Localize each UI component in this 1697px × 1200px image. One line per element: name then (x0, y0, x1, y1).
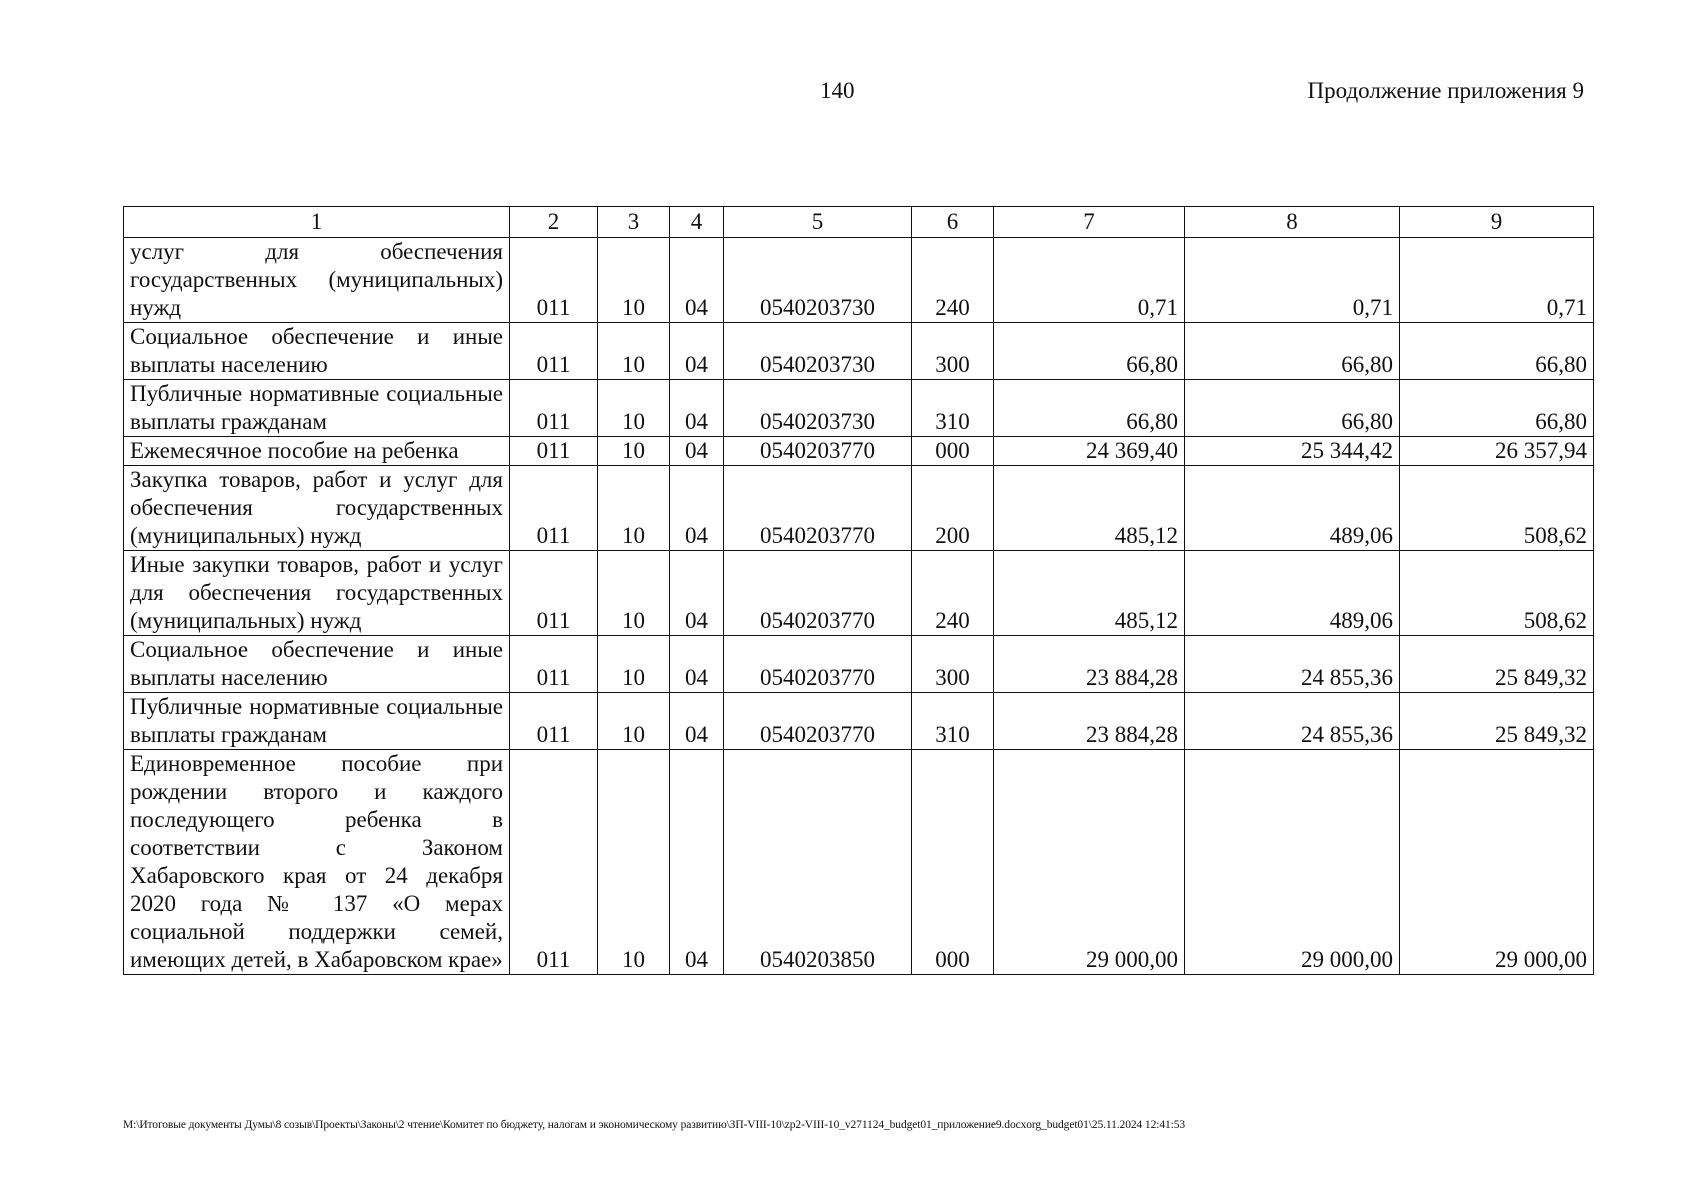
column-header: 6 (912, 207, 994, 238)
column-header: 8 (1185, 207, 1400, 238)
expense-type-code: 240 (912, 551, 994, 636)
expense-type-code: 310 (912, 380, 994, 437)
column-header: 4 (670, 207, 724, 238)
amount-col-8: 24 855,36 (1185, 636, 1400, 693)
amount-col-9: 508,62 (1400, 551, 1594, 636)
column-header: 5 (724, 207, 912, 238)
target-article-code: 0540203770 (724, 693, 912, 750)
section-code: 10 (598, 466, 670, 551)
amount-col-9: 26 357,94 (1400, 437, 1594, 466)
expense-type-code: 300 (912, 636, 994, 693)
ministry-code: 011 (510, 636, 598, 693)
ministry-code: 011 (510, 466, 598, 551)
subsection-code: 04 (670, 323, 724, 380)
section-code: 10 (598, 238, 670, 323)
table-row (124, 636, 1594, 693)
expense-type-code: 000 (912, 750, 994, 975)
amount-col-9: 508,62 (1400, 466, 1594, 551)
column-number-row (124, 207, 1594, 238)
page-number: 140 (820, 78, 855, 103)
amount-col-9: 25 849,32 (1400, 693, 1594, 750)
amount-col-9: 66,80 (1400, 380, 1594, 437)
amount-col-7: 66,80 (994, 380, 1185, 437)
row-name: услуг для обеспечения государственных (муниципальных) нужд (124, 238, 510, 323)
amount-col-7: 24 369,40 (994, 437, 1185, 466)
table-row (124, 551, 1594, 636)
expense-type-code: 000 (912, 437, 994, 466)
section-code: 10 (598, 693, 670, 750)
amount-col-7: 23 884,28 (994, 693, 1185, 750)
amount-col-9: 0,71 (1400, 238, 1594, 323)
amount-col-8: 66,80 (1185, 323, 1400, 380)
target-article-code: 0540203730 (724, 323, 912, 380)
column-header: 1 (124, 207, 510, 238)
section-code: 10 (598, 380, 670, 437)
ministry-code: 011 (510, 437, 598, 466)
target-article-code: 0540203770 (724, 437, 912, 466)
table-row (124, 380, 1594, 437)
row-name: Ежемесячное пособие на ребенка (124, 437, 510, 466)
subsection-code: 04 (670, 636, 724, 693)
file-path-footer: М:\Итоговые документы Думы\8 созыв\Проекты\Законы\2 чтение\Комитет по бюджету, налогам и экономическому развитию\ЗП-VIII-10\zp2-VIII-10_v271124_budget01_приложение9.docxorg_budget01\25.11.2024 12:41:53 (123, 1119, 1186, 1131)
amount-col-7: 485,12 (994, 551, 1185, 636)
budget-table (123, 206, 1594, 975)
row-name: Социальное обеспечение и иные выплаты населению (124, 323, 510, 380)
subsection-code: 04 (670, 238, 724, 323)
expense-type-code: 310 (912, 693, 994, 750)
amount-col-9: 25 849,32 (1400, 636, 1594, 693)
target-article-code: 0540203730 (724, 380, 912, 437)
expense-type-code: 300 (912, 323, 994, 380)
table-row (124, 750, 1594, 975)
amount-col-8: 489,06 (1185, 551, 1400, 636)
subsection-code: 04 (670, 750, 724, 975)
target-article-code: 0540203770 (724, 466, 912, 551)
subsection-code: 04 (670, 466, 724, 551)
amount-col-8: 66,80 (1185, 380, 1400, 437)
column-header: 7 (994, 207, 1185, 238)
column-header: 2 (510, 207, 598, 238)
table-row (124, 323, 1594, 380)
row-name: Социальное обеспечение и иные выплаты населению (124, 636, 510, 693)
section-code: 10 (598, 437, 670, 466)
row-name: Публичные нормативные социальные выплаты гражданам (124, 693, 510, 750)
subsection-code: 04 (670, 693, 724, 750)
amount-col-9: 66,80 (1400, 323, 1594, 380)
target-article-code: 0540203850 (724, 750, 912, 975)
expense-type-code: 200 (912, 466, 994, 551)
amount-col-7: 29 000,00 (994, 750, 1185, 975)
target-article-code: 0540203730 (724, 238, 912, 323)
ministry-code: 011 (510, 693, 598, 750)
amount-col-8: 24 855,36 (1185, 693, 1400, 750)
column-header: 3 (598, 207, 670, 238)
ministry-code: 011 (510, 238, 598, 323)
table-row (124, 238, 1594, 323)
row-name: Иные закупки товаров, работ и услуг для обеспечения государственных (муниципальных) нужд (124, 551, 510, 636)
expense-type-code: 240 (912, 238, 994, 323)
ministry-code: 011 (510, 551, 598, 636)
amount-col-7: 485,12 (994, 466, 1185, 551)
table-row (124, 437, 1594, 466)
ministry-code: 011 (510, 380, 598, 437)
row-name: Закупка товаров, работ и услуг для обеспечения государственных (муниципальных) нужд (124, 466, 510, 551)
ministry-code: 011 (510, 750, 598, 975)
section-code: 10 (598, 750, 670, 975)
table-row (124, 693, 1594, 750)
amount-col-8: 25 344,42 (1185, 437, 1400, 466)
target-article-code: 0540203770 (724, 636, 912, 693)
row-name: Единовременное пособие при рождении второго и каждого последующего ребенка в соответствии с Законом Хабаровского края от 24 декабря 2020 года № 137 «О мерах социальной поддержки семей, имеющих детей, в Хабаровском крае» (124, 750, 510, 975)
amount-col-8: 0,71 (1185, 238, 1400, 323)
row-name: Публичные нормативные социальные выплаты гражданам (124, 380, 510, 437)
amount-col-7: 66,80 (994, 323, 1185, 380)
subsection-code: 04 (670, 437, 724, 466)
amount-col-7: 0,71 (994, 238, 1185, 323)
subsection-code: 04 (670, 380, 724, 437)
table-row (124, 466, 1594, 551)
amount-col-9: 29 000,00 (1400, 750, 1594, 975)
amount-col-8: 489,06 (1185, 466, 1400, 551)
appendix-continuation-title: Продолжение приложения 9 (1307, 78, 1584, 103)
ministry-code: 011 (510, 323, 598, 380)
section-code: 10 (598, 323, 670, 380)
subsection-code: 04 (670, 551, 724, 636)
section-code: 10 (598, 636, 670, 693)
amount-col-8: 29 000,00 (1185, 750, 1400, 975)
section-code: 10 (598, 551, 670, 636)
target-article-code: 0540203770 (724, 551, 912, 636)
column-header: 9 (1400, 207, 1594, 238)
amount-col-7: 23 884,28 (994, 636, 1185, 693)
